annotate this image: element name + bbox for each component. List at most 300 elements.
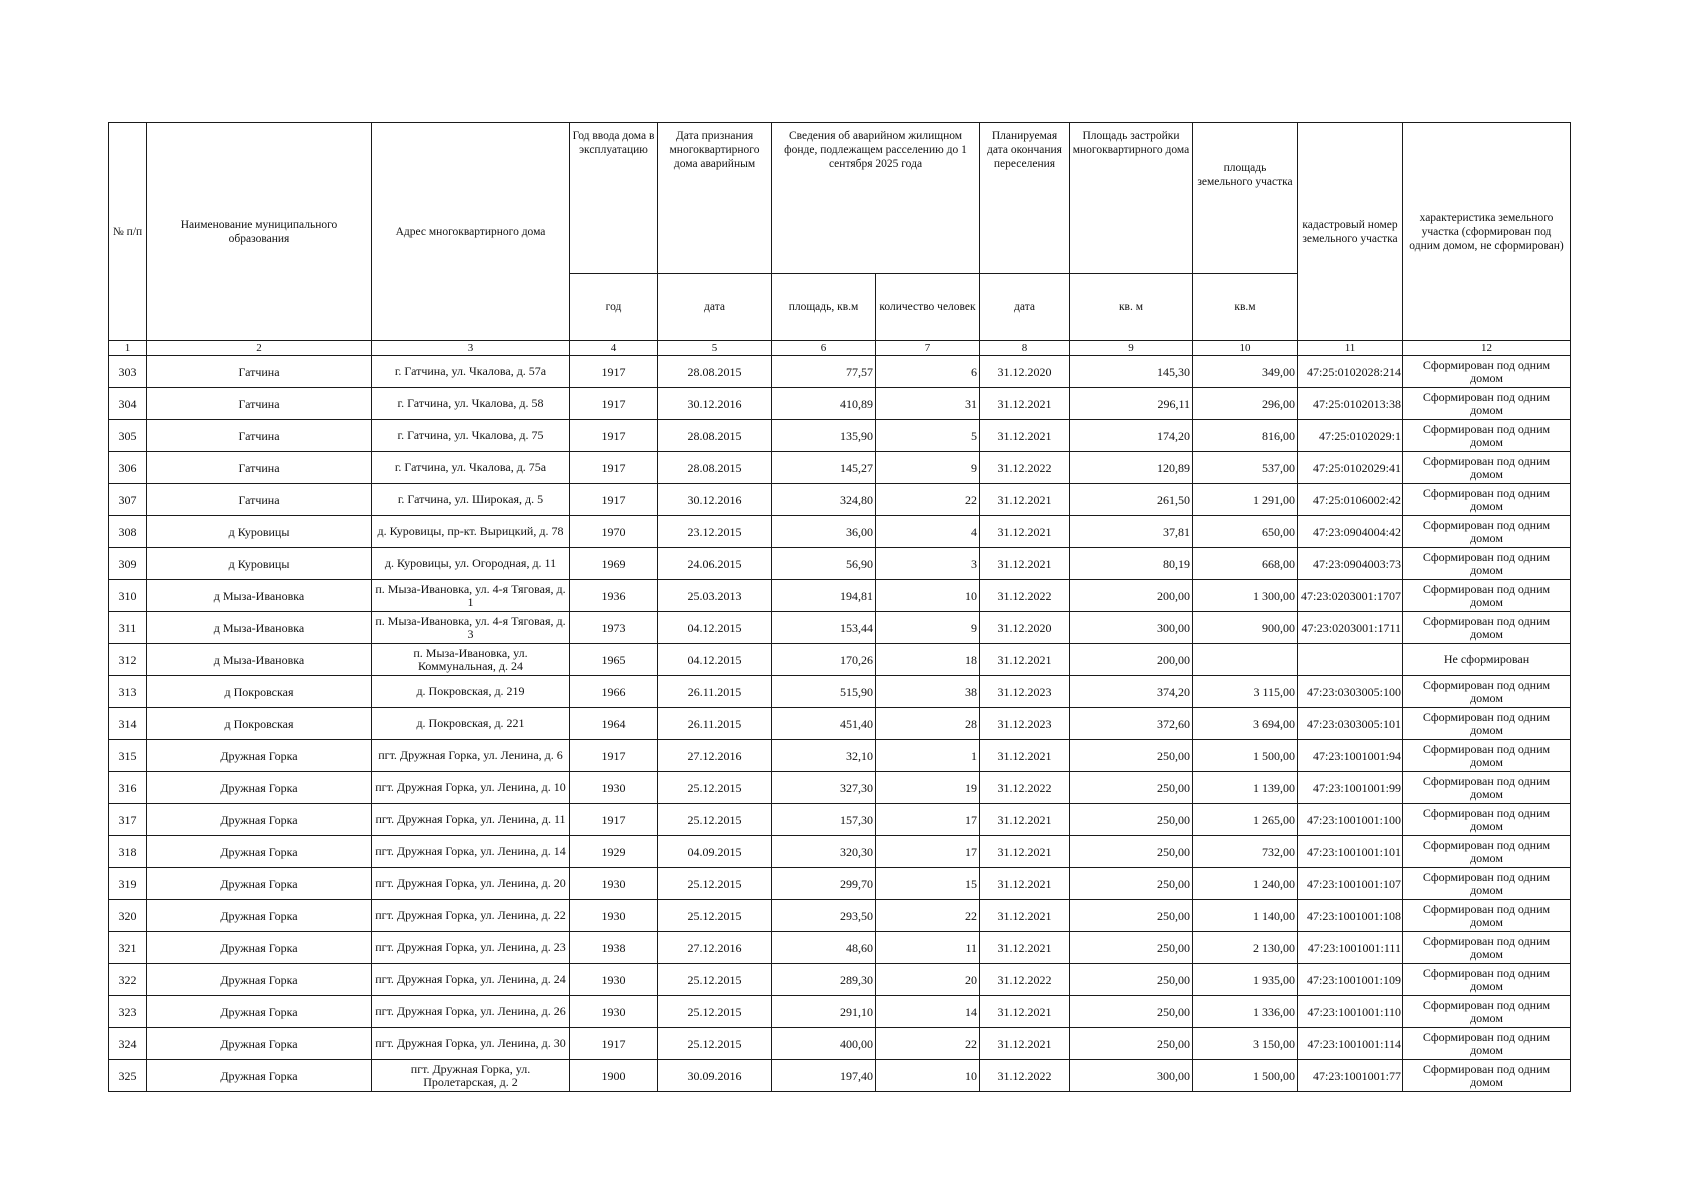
row-number: 324 xyxy=(109,1028,147,1060)
table-row xyxy=(109,420,1571,452)
subheader-people: количество человек xyxy=(876,274,980,341)
area-cell: 299,70 xyxy=(772,868,876,900)
row-number: 321 xyxy=(109,932,147,964)
land-area-cell: 537,00 xyxy=(1193,452,1298,484)
header-emergency-info: Сведения об аварийном жилищном фонде, подлежащем расселению до 1 сентября 2025 года xyxy=(772,123,980,274)
table-row xyxy=(109,964,1571,996)
municipality-cell: Дружная Горка xyxy=(147,868,372,900)
year-cell: 1936 xyxy=(570,580,658,612)
column-number: 11 xyxy=(1298,341,1403,356)
planned-date-cell: 31.12.2021 xyxy=(980,996,1070,1028)
planned-date-cell: 31.12.2022 xyxy=(980,1060,1070,1092)
cadastral-cell: 47:23:1001001:99 xyxy=(1298,772,1403,804)
column-number: 9 xyxy=(1070,341,1193,356)
row-number: 319 xyxy=(109,868,147,900)
planned-date-cell: 31.12.2022 xyxy=(980,964,1070,996)
land-area-cell: 900,00 xyxy=(1193,612,1298,644)
people-cell: 10 xyxy=(876,1060,980,1092)
characteristic-cell: Сформирован под одним домом xyxy=(1403,772,1571,804)
people-cell: 22 xyxy=(876,900,980,932)
land-area-cell: 349,00 xyxy=(1193,356,1298,388)
municipality-cell: Дружная Горка xyxy=(147,836,372,868)
build-area-cell: 200,00 xyxy=(1070,644,1193,676)
table-row xyxy=(109,996,1571,1028)
row-number: 306 xyxy=(109,452,147,484)
municipality-cell: д Куровицы xyxy=(147,548,372,580)
address-cell: г. Гатчина, ул. Чкалова, д. 58 xyxy=(372,388,570,420)
column-number: 8 xyxy=(980,341,1070,356)
municipality-cell: Дружная Горка xyxy=(147,804,372,836)
land-area-cell: 1 935,00 xyxy=(1193,964,1298,996)
build-area-cell: 250,00 xyxy=(1070,932,1193,964)
year-cell: 1917 xyxy=(570,356,658,388)
year-cell: 1917 xyxy=(570,1028,658,1060)
characteristic-cell: Сформирован под одним домом xyxy=(1403,964,1571,996)
address-cell: пгт. Дружная Горка, ул. Ленина, д. 10 xyxy=(372,772,570,804)
characteristic-cell: Сформирован под одним домом xyxy=(1403,804,1571,836)
people-cell: 17 xyxy=(876,804,980,836)
people-cell: 22 xyxy=(876,1028,980,1060)
year-cell: 1965 xyxy=(570,644,658,676)
table-row xyxy=(109,740,1571,772)
address-cell: пгт. Дружная Горка, ул. Ленина, д. 22 xyxy=(372,900,570,932)
subheader-area: площадь, кв.м xyxy=(772,274,876,341)
recognition-date-cell: 04.09.2015 xyxy=(658,836,772,868)
planned-date-cell: 31.12.2022 xyxy=(980,580,1070,612)
build-area-cell: 37,81 xyxy=(1070,516,1193,548)
characteristic-cell: Сформирован под одним домом xyxy=(1403,356,1571,388)
address-cell: д. Покровская, д. 221 xyxy=(372,708,570,740)
recognition-date-cell: 04.12.2015 xyxy=(658,644,772,676)
area-cell: 48,60 xyxy=(772,932,876,964)
address-cell: пгт. Дружная Горка, ул. Ленина, д. 23 xyxy=(372,932,570,964)
row-number: 311 xyxy=(109,612,147,644)
area-cell: 410,89 xyxy=(772,388,876,420)
planned-date-cell: 31.12.2021 xyxy=(980,420,1070,452)
build-area-cell: 250,00 xyxy=(1070,868,1193,900)
cadastral-cell: 47:23:1001001:109 xyxy=(1298,964,1403,996)
row-number: 318 xyxy=(109,836,147,868)
table-row xyxy=(109,484,1571,516)
build-area-cell: 250,00 xyxy=(1070,836,1193,868)
people-cell: 11 xyxy=(876,932,980,964)
people-cell: 3 xyxy=(876,548,980,580)
area-cell: 289,30 xyxy=(772,964,876,996)
municipality-cell: Гатчина xyxy=(147,420,372,452)
recognition-date-cell: 27.12.2016 xyxy=(658,740,772,772)
municipality-cell: Дружная Горка xyxy=(147,900,372,932)
address-cell: пгт. Дружная Горка, ул. Ленина, д. 6 xyxy=(372,740,570,772)
characteristic-cell: Сформирован под одним домом xyxy=(1403,388,1571,420)
cadastral-cell: 47:23:1001001:108 xyxy=(1298,900,1403,932)
characteristic-cell: Сформирован под одним домом xyxy=(1403,420,1571,452)
year-cell: 1917 xyxy=(570,420,658,452)
land-area-cell: 1 265,00 xyxy=(1193,804,1298,836)
header-municipality: Наименование муниципального образования xyxy=(147,123,372,341)
build-area-cell: 250,00 xyxy=(1070,1028,1193,1060)
address-cell: г. Гатчина, ул. Чкалова, д. 75 xyxy=(372,420,570,452)
area-cell: 145,27 xyxy=(772,452,876,484)
column-number: 12 xyxy=(1403,341,1571,356)
subheader-planned-date: дата xyxy=(980,274,1070,341)
characteristic-cell: Сформирован под одним домом xyxy=(1403,868,1571,900)
planned-date-cell: 31.12.2023 xyxy=(980,708,1070,740)
year-cell: 1929 xyxy=(570,836,658,868)
header-cadastral: кадастровый номер земельного участка xyxy=(1298,123,1403,341)
build-area-cell: 250,00 xyxy=(1070,772,1193,804)
address-cell: пгт. Дружная Горка, ул. Ленина, д. 14 xyxy=(372,836,570,868)
build-area-cell: 250,00 xyxy=(1070,804,1193,836)
recognition-date-cell: 25.12.2015 xyxy=(658,868,772,900)
characteristic-cell: Сформирован под одним домом xyxy=(1403,836,1571,868)
area-cell: 153,44 xyxy=(772,612,876,644)
row-number: 315 xyxy=(109,740,147,772)
build-area-cell: 80,19 xyxy=(1070,548,1193,580)
build-area-cell: 250,00 xyxy=(1070,964,1193,996)
people-cell: 22 xyxy=(876,484,980,516)
cadastral-cell: 47:23:0303005:100 xyxy=(1298,676,1403,708)
municipality-cell: д Мыза-Ивановка xyxy=(147,580,372,612)
recognition-date-cell: 04.12.2015 xyxy=(658,612,772,644)
characteristic-cell: Сформирован под одним домом xyxy=(1403,580,1571,612)
row-number: 304 xyxy=(109,388,147,420)
year-cell: 1917 xyxy=(570,484,658,516)
year-cell: 1973 xyxy=(570,612,658,644)
land-area-cell: 1 240,00 xyxy=(1193,868,1298,900)
area-cell: 135,90 xyxy=(772,420,876,452)
cadastral-cell: 47:23:1001001:100 xyxy=(1298,804,1403,836)
row-number: 316 xyxy=(109,772,147,804)
people-cell: 9 xyxy=(876,452,980,484)
characteristic-cell: Сформирован под одним домом xyxy=(1403,452,1571,484)
land-area-cell: 3 694,00 xyxy=(1193,708,1298,740)
subheader-date: дата xyxy=(658,274,772,341)
year-cell: 1930 xyxy=(570,772,658,804)
people-cell: 4 xyxy=(876,516,980,548)
area-cell: 293,50 xyxy=(772,900,876,932)
people-cell: 15 xyxy=(876,868,980,900)
recognition-date-cell: 28.08.2015 xyxy=(658,420,772,452)
build-area-cell: 174,20 xyxy=(1070,420,1193,452)
cadastral-cell: 47:23:0904004:42 xyxy=(1298,516,1403,548)
build-area-cell: 250,00 xyxy=(1070,900,1193,932)
table-row xyxy=(109,1060,1571,1092)
recognition-date-cell: 28.08.2015 xyxy=(658,452,772,484)
subheader-build-unit: кв. м xyxy=(1070,274,1193,341)
table-row xyxy=(109,772,1571,804)
people-cell: 5 xyxy=(876,420,980,452)
table-row xyxy=(109,644,1571,676)
address-cell: пгт. Дружная Горка, ул. Ленина, д. 24 xyxy=(372,964,570,996)
land-area-cell: 1 500,00 xyxy=(1193,1060,1298,1092)
year-cell: 1938 xyxy=(570,932,658,964)
table-row xyxy=(109,452,1571,484)
area-cell: 291,10 xyxy=(772,996,876,1028)
year-cell: 1917 xyxy=(570,388,658,420)
document-page xyxy=(108,122,1570,1092)
municipality-cell: Дружная Горка xyxy=(147,964,372,996)
planned-date-cell: 31.12.2021 xyxy=(980,548,1070,580)
characteristic-cell: Сформирован под одним домом xyxy=(1403,484,1571,516)
land-area-cell: 650,00 xyxy=(1193,516,1298,548)
year-cell: 1970 xyxy=(570,516,658,548)
municipality-cell: Дружная Горка xyxy=(147,1028,372,1060)
table-row xyxy=(109,548,1571,580)
year-cell: 1930 xyxy=(570,868,658,900)
municipality-cell: Дружная Горка xyxy=(147,996,372,1028)
planned-date-cell: 31.12.2021 xyxy=(980,516,1070,548)
characteristic-cell: Сформирован под одним домом xyxy=(1403,1060,1571,1092)
people-cell: 28 xyxy=(876,708,980,740)
year-cell: 1966 xyxy=(570,676,658,708)
recognition-date-cell: 26.11.2015 xyxy=(658,708,772,740)
table-row xyxy=(109,1028,1571,1060)
land-area-cell: 1 500,00 xyxy=(1193,740,1298,772)
year-cell: 1969 xyxy=(570,548,658,580)
column-number: 5 xyxy=(658,341,772,356)
column-number: 7 xyxy=(876,341,980,356)
cadastral-cell: 47:23:1001001:107 xyxy=(1298,868,1403,900)
municipality-cell: Гатчина xyxy=(147,388,372,420)
planned-date-cell: 31.12.2021 xyxy=(980,868,1070,900)
cadastral-cell: 47:23:1001001:111 xyxy=(1298,932,1403,964)
recognition-date-cell: 24.06.2015 xyxy=(658,548,772,580)
address-cell: д. Куровицы, пр-кт. Вырицкий, д. 78 xyxy=(372,516,570,548)
row-number: 307 xyxy=(109,484,147,516)
cadastral-cell: 47:23:1001001:94 xyxy=(1298,740,1403,772)
planned-date-cell: 31.12.2021 xyxy=(980,1028,1070,1060)
row-number: 305 xyxy=(109,420,147,452)
subheader-year: год xyxy=(570,274,658,341)
header-recognition-date: Дата признания многоквартирного дома аварийным xyxy=(658,123,772,274)
municipality-cell: Дружная Горка xyxy=(147,932,372,964)
area-cell: 327,30 xyxy=(772,772,876,804)
year-cell: 1964 xyxy=(570,708,658,740)
header-year: Год ввода дома в эксплуатацию xyxy=(570,123,658,274)
area-cell: 77,57 xyxy=(772,356,876,388)
land-area-cell: 1 291,00 xyxy=(1193,484,1298,516)
recognition-date-cell: 25.03.2013 xyxy=(658,580,772,612)
cadastral-cell: 47:23:0203001:1707 xyxy=(1298,580,1403,612)
address-cell: г. Гатчина, ул. Чкалова, д. 57а xyxy=(372,356,570,388)
address-cell: д. Покровская, д. 219 xyxy=(372,676,570,708)
characteristic-cell: Сформирован под одним домом xyxy=(1403,612,1571,644)
build-area-cell: 300,00 xyxy=(1070,1060,1193,1092)
land-area-cell: 2 130,00 xyxy=(1193,932,1298,964)
header-number: № п/п xyxy=(109,123,147,341)
land-area-cell: 668,00 xyxy=(1193,548,1298,580)
cadastral-cell: 47:23:1001001:77 xyxy=(1298,1060,1403,1092)
cadastral-cell xyxy=(1298,644,1403,676)
row-number: 312 xyxy=(109,644,147,676)
municipality-cell: д Мыза-Ивановка xyxy=(147,612,372,644)
table-row xyxy=(109,836,1571,868)
address-cell: пгт. Дружная Горка, ул. Пролетарская, д. 2 xyxy=(372,1060,570,1092)
address-cell: г. Гатчина, ул. Чкалова, д. 75а xyxy=(372,452,570,484)
characteristic-cell: Сформирован под одним домом xyxy=(1403,676,1571,708)
recognition-date-cell: 25.12.2015 xyxy=(658,1028,772,1060)
header-build-area: Площадь застройки многоквартирного дома xyxy=(1070,123,1193,274)
characteristic-cell: Сформирован под одним домом xyxy=(1403,932,1571,964)
cadastral-cell: 47:25:0102029:41 xyxy=(1298,452,1403,484)
recognition-date-cell: 26.11.2015 xyxy=(658,676,772,708)
municipality-cell: Гатчина xyxy=(147,356,372,388)
area-cell: 170,26 xyxy=(772,644,876,676)
municipality-cell: Дружная Горка xyxy=(147,772,372,804)
land-area-cell: 1 139,00 xyxy=(1193,772,1298,804)
characteristic-cell: Сформирован под одним домом xyxy=(1403,1028,1571,1060)
people-cell: 17 xyxy=(876,836,980,868)
people-cell: 1 xyxy=(876,740,980,772)
table-row xyxy=(109,804,1571,836)
header-planned-date: Планируемая дата окончания переселения xyxy=(980,123,1070,274)
area-cell: 400,00 xyxy=(772,1028,876,1060)
planned-date-cell: 31.12.2021 xyxy=(980,484,1070,516)
year-cell: 1930 xyxy=(570,900,658,932)
header-land-area: площадь земельного участка xyxy=(1193,123,1298,274)
land-area-cell xyxy=(1193,644,1298,676)
municipality-cell: Гатчина xyxy=(147,452,372,484)
build-area-cell: 250,00 xyxy=(1070,740,1193,772)
planned-date-cell: 31.12.2021 xyxy=(980,932,1070,964)
characteristic-cell: Не сформирован xyxy=(1403,644,1571,676)
cadastral-cell: 47:23:1001001:110 xyxy=(1298,996,1403,1028)
recognition-date-cell: 25.12.2015 xyxy=(658,964,772,996)
cadastral-cell: 47:23:0203001:1711 xyxy=(1298,612,1403,644)
year-cell: 1917 xyxy=(570,740,658,772)
build-area-cell: 300,00 xyxy=(1070,612,1193,644)
characteristic-cell: Сформирован под одним домом xyxy=(1403,740,1571,772)
table-body xyxy=(109,356,1571,1092)
table-row xyxy=(109,932,1571,964)
subheader-land-unit: кв.м xyxy=(1193,274,1298,341)
recognition-date-cell: 25.12.2015 xyxy=(658,772,772,804)
column-number: 3 xyxy=(372,341,570,356)
header-characteristic: характеристика земельного участка (сформирован под одним домом, не сформирован) xyxy=(1403,123,1571,341)
row-number: 308 xyxy=(109,516,147,548)
planned-date-cell: 31.12.2021 xyxy=(980,388,1070,420)
land-area-cell: 3 150,00 xyxy=(1193,1028,1298,1060)
planned-date-cell: 31.12.2021 xyxy=(980,900,1070,932)
cadastral-cell: 47:23:1001001:114 xyxy=(1298,1028,1403,1060)
area-cell: 324,80 xyxy=(772,484,876,516)
land-area-cell: 1 300,00 xyxy=(1193,580,1298,612)
header-address: Адрес многоквартирного дома xyxy=(372,123,570,341)
table-row xyxy=(109,388,1571,420)
planned-date-cell: 31.12.2021 xyxy=(980,804,1070,836)
row-number: 314 xyxy=(109,708,147,740)
characteristic-cell: Сформирован под одним домом xyxy=(1403,996,1571,1028)
table-row xyxy=(109,868,1571,900)
land-area-cell: 732,00 xyxy=(1193,836,1298,868)
area-cell: 515,90 xyxy=(772,676,876,708)
address-cell: п. Мыза-Ивановка, ул. 4-я Тяговая, д. 3 xyxy=(372,612,570,644)
address-cell: п. Мыза-Ивановка, ул. Коммунальная, д. 24 xyxy=(372,644,570,676)
cadastral-cell: 47:25:0102029:1 xyxy=(1298,420,1403,452)
planned-date-cell: 31.12.2021 xyxy=(980,740,1070,772)
housing-table xyxy=(108,122,1571,1092)
area-cell: 32,10 xyxy=(772,740,876,772)
address-cell: п. Мыза-Ивановка, ул. 4-я Тяговая, д. 1 xyxy=(372,580,570,612)
cadastral-cell: 47:23:0904003:73 xyxy=(1298,548,1403,580)
recognition-date-cell: 27.12.2016 xyxy=(658,932,772,964)
municipality-cell: Дружная Горка xyxy=(147,740,372,772)
table-row xyxy=(109,708,1571,740)
area-cell: 451,40 xyxy=(772,708,876,740)
recognition-date-cell: 30.12.2016 xyxy=(658,388,772,420)
build-area-cell: 261,50 xyxy=(1070,484,1193,516)
build-area-cell: 200,00 xyxy=(1070,580,1193,612)
cadastral-cell: 47:25:0102028:214 xyxy=(1298,356,1403,388)
recognition-date-cell: 23.12.2015 xyxy=(658,516,772,548)
row-number: 317 xyxy=(109,804,147,836)
people-cell: 38 xyxy=(876,676,980,708)
build-area-cell: 250,00 xyxy=(1070,996,1193,1028)
municipality-cell: д Мыза-Ивановка xyxy=(147,644,372,676)
area-cell: 194,81 xyxy=(772,580,876,612)
people-cell: 6 xyxy=(876,356,980,388)
municipality-cell: Дружная Горка xyxy=(147,1060,372,1092)
planned-date-cell: 31.12.2020 xyxy=(980,356,1070,388)
table-row xyxy=(109,612,1571,644)
land-area-cell: 1 140,00 xyxy=(1193,900,1298,932)
column-numbers-row xyxy=(109,341,1571,356)
people-cell: 31 xyxy=(876,388,980,420)
address-cell: пгт. Дружная Горка, ул. Ленина, д. 11 xyxy=(372,804,570,836)
table-row xyxy=(109,580,1571,612)
characteristic-cell: Сформирован под одним домом xyxy=(1403,548,1571,580)
land-area-cell: 1 336,00 xyxy=(1193,996,1298,1028)
people-cell: 19 xyxy=(876,772,980,804)
people-cell: 10 xyxy=(876,580,980,612)
people-cell: 9 xyxy=(876,612,980,644)
land-area-cell: 816,00 xyxy=(1193,420,1298,452)
row-number: 325 xyxy=(109,1060,147,1092)
table-row xyxy=(109,516,1571,548)
land-area-cell: 3 115,00 xyxy=(1193,676,1298,708)
area-cell: 36,00 xyxy=(772,516,876,548)
planned-date-cell: 31.12.2021 xyxy=(980,836,1070,868)
area-cell: 197,40 xyxy=(772,1060,876,1092)
column-number: 2 xyxy=(147,341,372,356)
address-cell: д. Куровицы, ул. Огородная, д. 11 xyxy=(372,548,570,580)
row-number: 303 xyxy=(109,356,147,388)
planned-date-cell: 31.12.2022 xyxy=(980,452,1070,484)
row-number: 322 xyxy=(109,964,147,996)
recognition-date-cell: 25.12.2015 xyxy=(658,900,772,932)
row-number: 320 xyxy=(109,900,147,932)
row-number: 309 xyxy=(109,548,147,580)
recognition-date-cell: 30.09.2016 xyxy=(658,1060,772,1092)
area-cell: 320,30 xyxy=(772,836,876,868)
year-cell: 1917 xyxy=(570,804,658,836)
column-number: 6 xyxy=(772,341,876,356)
build-area-cell: 374,20 xyxy=(1070,676,1193,708)
recognition-date-cell: 25.12.2015 xyxy=(658,996,772,1028)
characteristic-cell: Сформирован под одним домом xyxy=(1403,708,1571,740)
municipality-cell: д Покровская xyxy=(147,676,372,708)
characteristic-cell: Сформирован под одним домом xyxy=(1403,516,1571,548)
planned-date-cell: 31.12.2020 xyxy=(980,612,1070,644)
address-cell: пгт. Дружная Горка, ул. Ленина, д. 30 xyxy=(372,1028,570,1060)
table-row xyxy=(109,356,1571,388)
recognition-date-cell: 28.08.2015 xyxy=(658,356,772,388)
column-number: 1 xyxy=(109,341,147,356)
column-number: 4 xyxy=(570,341,658,356)
year-cell: 1930 xyxy=(570,964,658,996)
area-cell: 157,30 xyxy=(772,804,876,836)
characteristic-cell: Сформирован под одним домом xyxy=(1403,900,1571,932)
